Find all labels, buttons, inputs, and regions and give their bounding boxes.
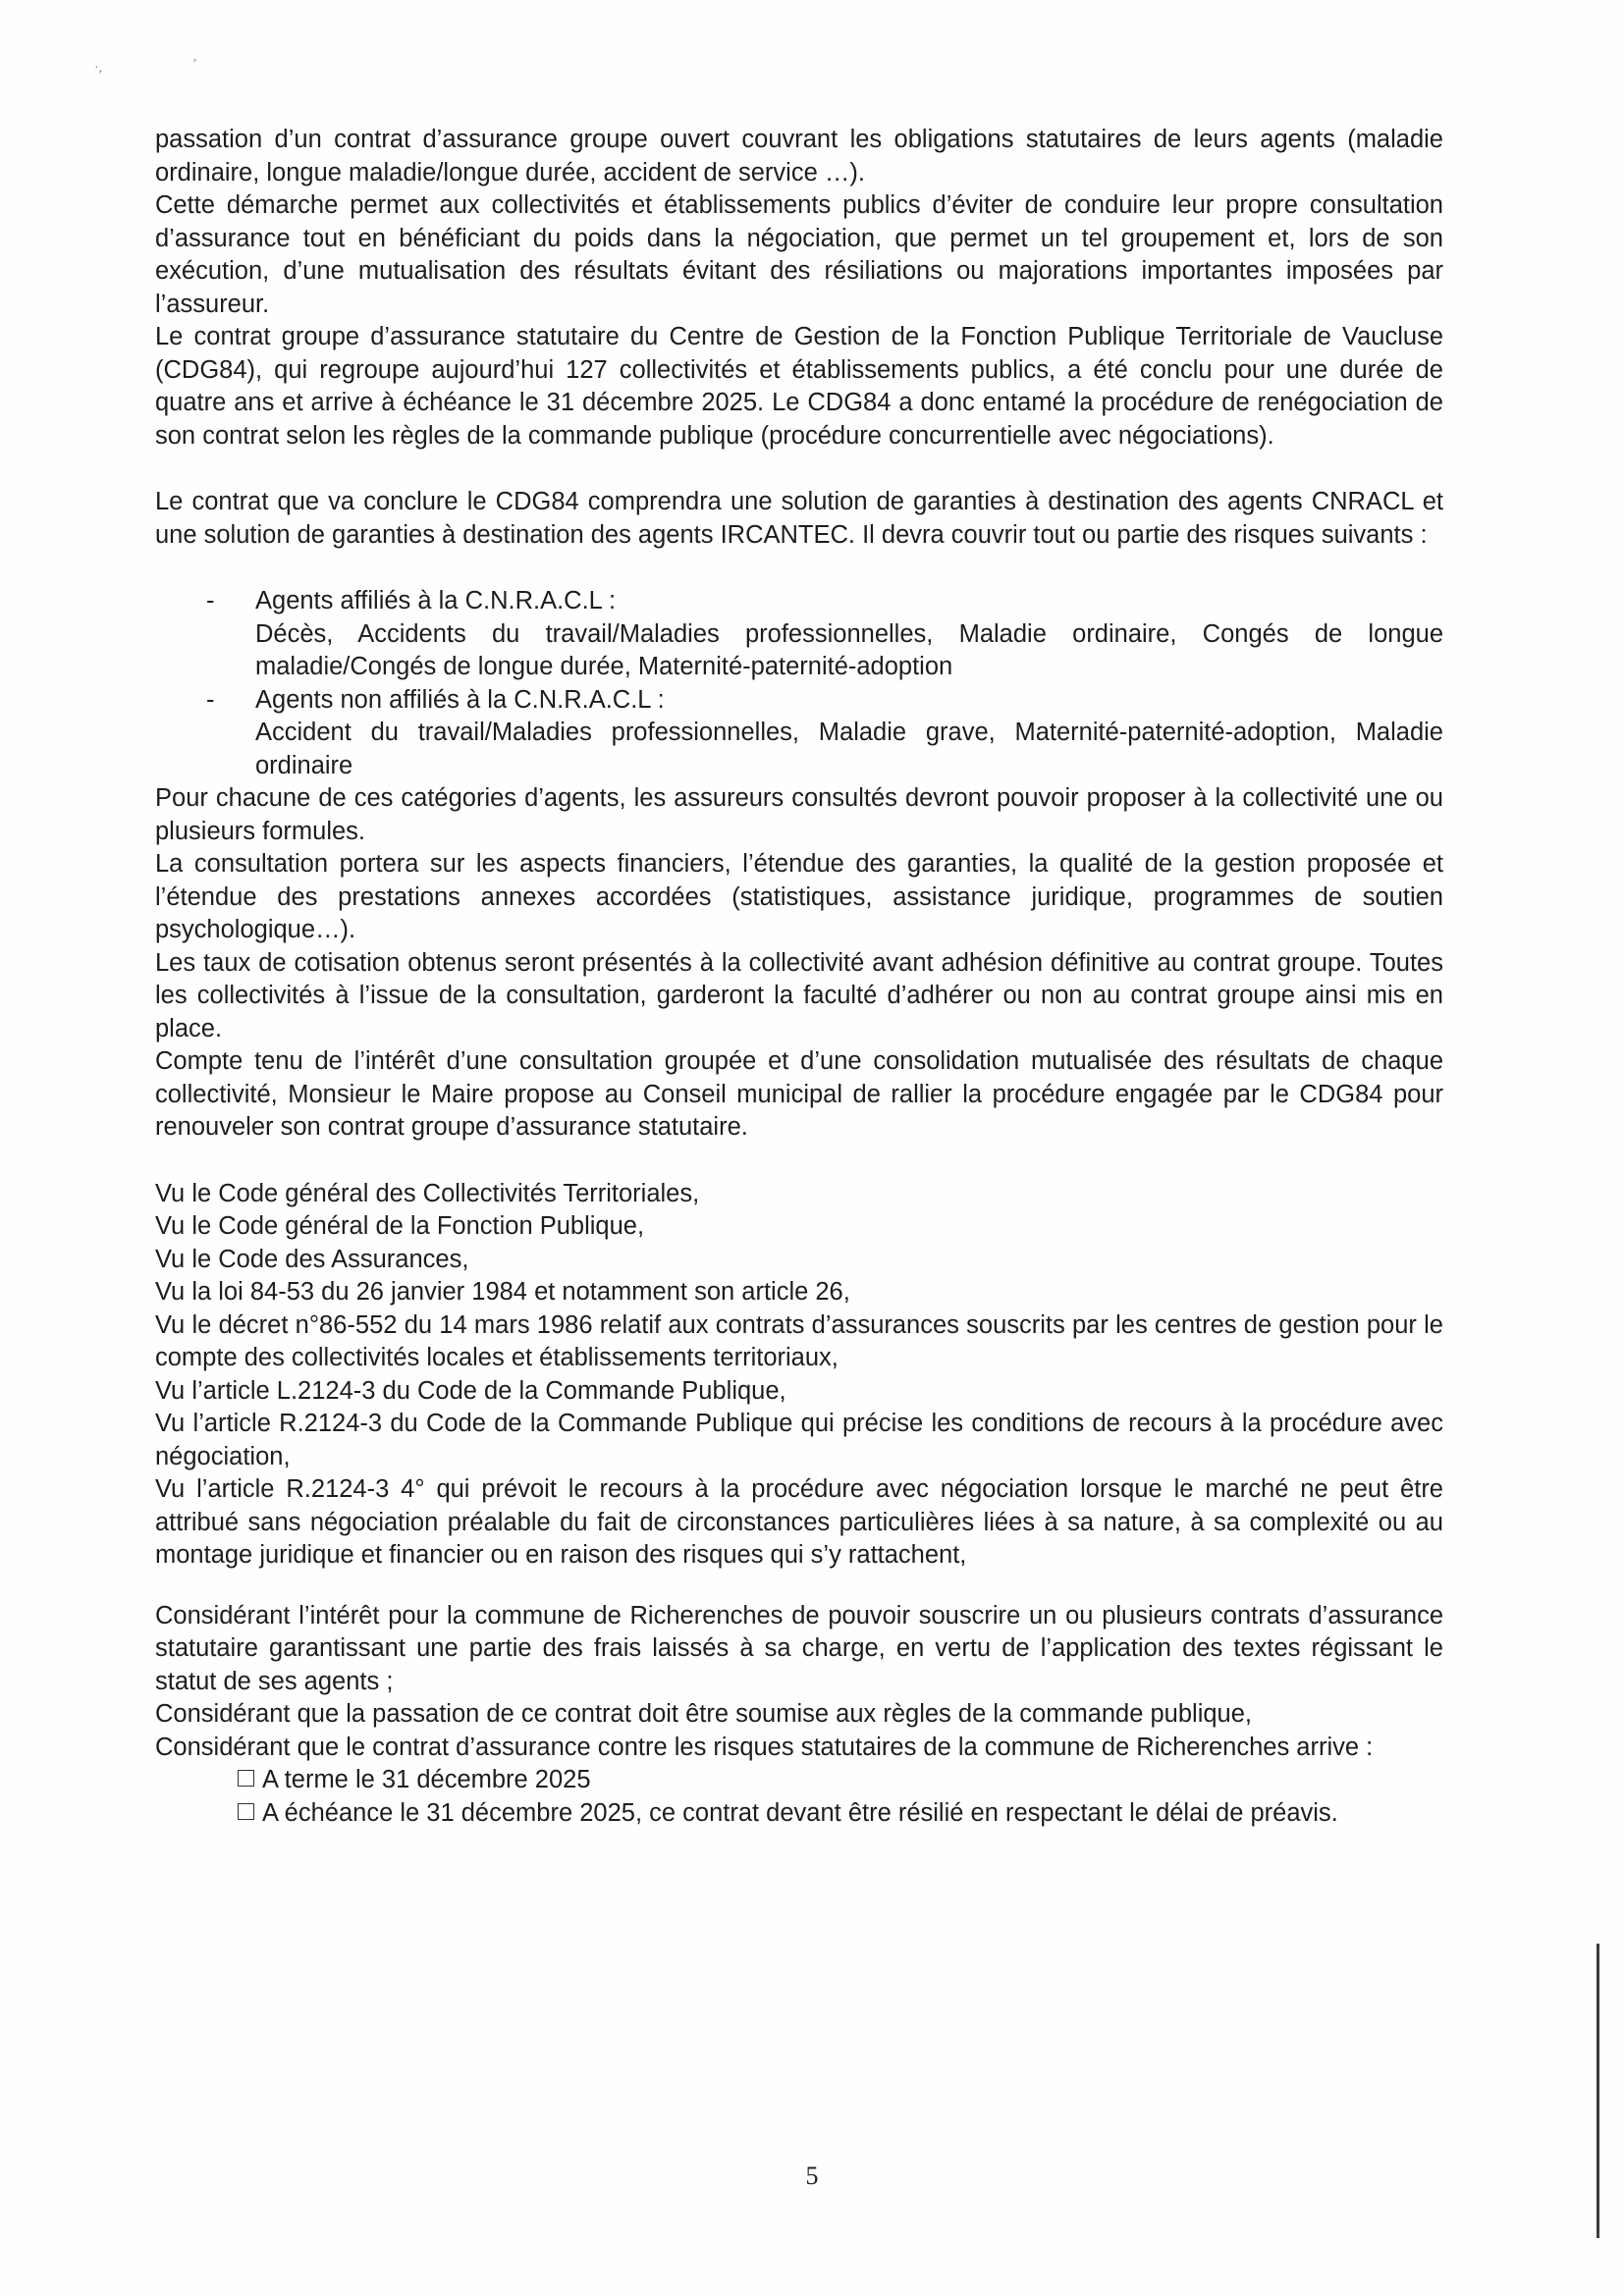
dash-marker: - [206,685,215,714]
scan-artifact: ·, [94,61,103,76]
paragraph: Les taux de cotisation obtenus seront présentés à la collectivité avant adhésion définitive au contrat groupe. Toutes les collectivités à l’issue de la consultation, garderont la faculté d’adhérer ou non au contrat groupe ainsi mis en place. [155,948,1443,1042]
list-item [155,585,1443,684]
checkbox-icon[interactable] [238,1803,254,1820]
vu-item: Vu l’article R.2124-3 4° qui prévoit le recours à la procédure avec négociation lorsque le marché ne peut être attribué sans négociation préalable du fait de circonstances particulières liées à sa nature, à sa complexité ou au montage juridique et financier ou en raison des risques qui s’y rattachent, [155,1475,1443,1569]
scan-artifact: ’ [192,57,197,72]
checkbox-option[interactable] [155,1764,1443,1797]
checkbox-icon[interactable] [238,1770,254,1787]
paragraph: La consultation portera sur les aspects financiers, l’étendue des garanties, la qualité de la gestion proposée et l’étendue des prestations annexes accordées (statistiques, assistance juridique, programmes de soutien psychologique…). [155,850,1443,943]
risk-list [155,585,1443,782]
vu-item: Vu le Code général de la Fonction Publique, [155,1212,645,1240]
vu-item: Vu le décret n°86-552 du 14 mars 1986 relatif aux contrats d’assurances souscrits par les centres de gestion pour le compte des collectivités locales et établissements territoriaux, [155,1310,1443,1371]
considerant-item: Considérant que la passation de ce contrat doit être soumise aux règles de la commande publique, [155,1700,1253,1728]
vu-item: Vu le Code des Assurances, [155,1245,469,1273]
list-item [155,684,1443,783]
checkbox-label: A terme le 31 décembre 2025 [262,1766,591,1793]
vu-item: Vu l’article R.2124-3 du Code de la Commande Publique qui précise les conditions de recours à la procédure avec négociation, [155,1410,1443,1470]
bullet-body: Décès, Accidents du travail/Maladies professionnelles, Maladie ordinaire, Congés de longue maladie/Congés de longue durée, Maternité-paternité-adoption [255,619,1443,680]
paragraph-intro: Le contrat groupe d’assurance statutaire du Centre de Gestion de la Fonction Publique Territoriale de Vaucluse (CDG84), qui regroupe aujourd’hui 127 collectivités et établissements publics, a été conclu pour une durée de quatre ans et arrive à échéance le 31 décembre 2025. Le CDG84 a donc entamé la procédure de renégociation de son contrat selon les règles de la commande publique (procédure concurrentielle avec négociations). [155,323,1443,450]
paragraph-intro: Cette démarche permet aux collectivités et établissements publics d’éviter de conduire leur propre consultation d’assurance tout en bénéficiant du poids dans la négociation, que permet un tel groupement et, lors de son exécution, d’une mutualisation des résultats évitant des résiliations ou majorations importantes imposées par l’assureur. [155,191,1443,318]
paragraph-intro: passation d’un contrat d’assurance groupe ouvert couvrant les obligations statutaires de leurs agents (maladie ordinaire, longue maladie/longue durée, accident de service …). [155,126,1443,187]
vu-item: Vu la loi 84-53 du 26 janvier 1984 et notamment son article 26, [155,1278,850,1306]
checkbox-option[interactable] [155,1797,1443,1831]
vu-item: Vu l’article L.2124-3 du Code de la Commande Publique, [155,1376,786,1405]
bullet-title: - Agents non affiliés à la C.N.R.A.C.L : [155,684,1443,718]
paragraph: Pour chacune de ces catégories d’agents, les assureurs consultés devront pouvoir proposer à la collectivité une ou plusieurs formules. [155,784,1443,845]
paragraph-contract: Le contrat que va conclure le CDG84 comprendra une solution de garanties à destination des agents CNRACL et une solution de garanties à destination des agents IRCANTEC. Il devra couvrir tout ou partie des risques suivants : [155,488,1443,549]
bullet-body: Accident du travail/Maladies professionnelles, Maladie grave, Maternité-paternité-adoption, Maladie ordinaire [255,719,1443,779]
vu-item: Vu le Code général des Collectivités Territoriales, [155,1179,700,1207]
checkbox-label: A échéance le 31 décembre 2025, ce contrat devant être résilié en respectant le délai de préavis. [262,1798,1338,1827]
checkbox-list [155,1764,1443,1830]
considerant-list [155,1600,1443,1765]
considerant-item: Considérant l’intérêt pour la commune de Richerenches de pouvoir souscrire un ou plusieurs contrats d’assurance statutaire garantissant une partie des frais laissés à sa charge, en vertu de l’application des textes régissant le statut de ses agents ; [155,1601,1443,1695]
paragraph: Compte tenu de l’intérêt d’une consultation groupée et d’une consolidation mutualisée des résultats de chaque collectivité, Monsieur le Maire propose au Conseil municipal de rallier la procédure engagée par le CDG84 pour renouveler son contrat groupe d’assurance statutaire. [155,1047,1443,1141]
vu-list [155,1178,1443,1573]
scan-edge-line [1597,1944,1599,2238]
page-number: 5 [805,2162,819,2190]
considerant-item: Considérant que le contrat d’assurance contre les risques statutaires de la commune de Richerenches arrive : [155,1733,1374,1761]
dash-marker: - [206,587,215,614]
document-body [155,124,1443,1830]
bullet-title: - Agents affiliés à la C.N.R.A.C.L : [155,585,1443,618]
